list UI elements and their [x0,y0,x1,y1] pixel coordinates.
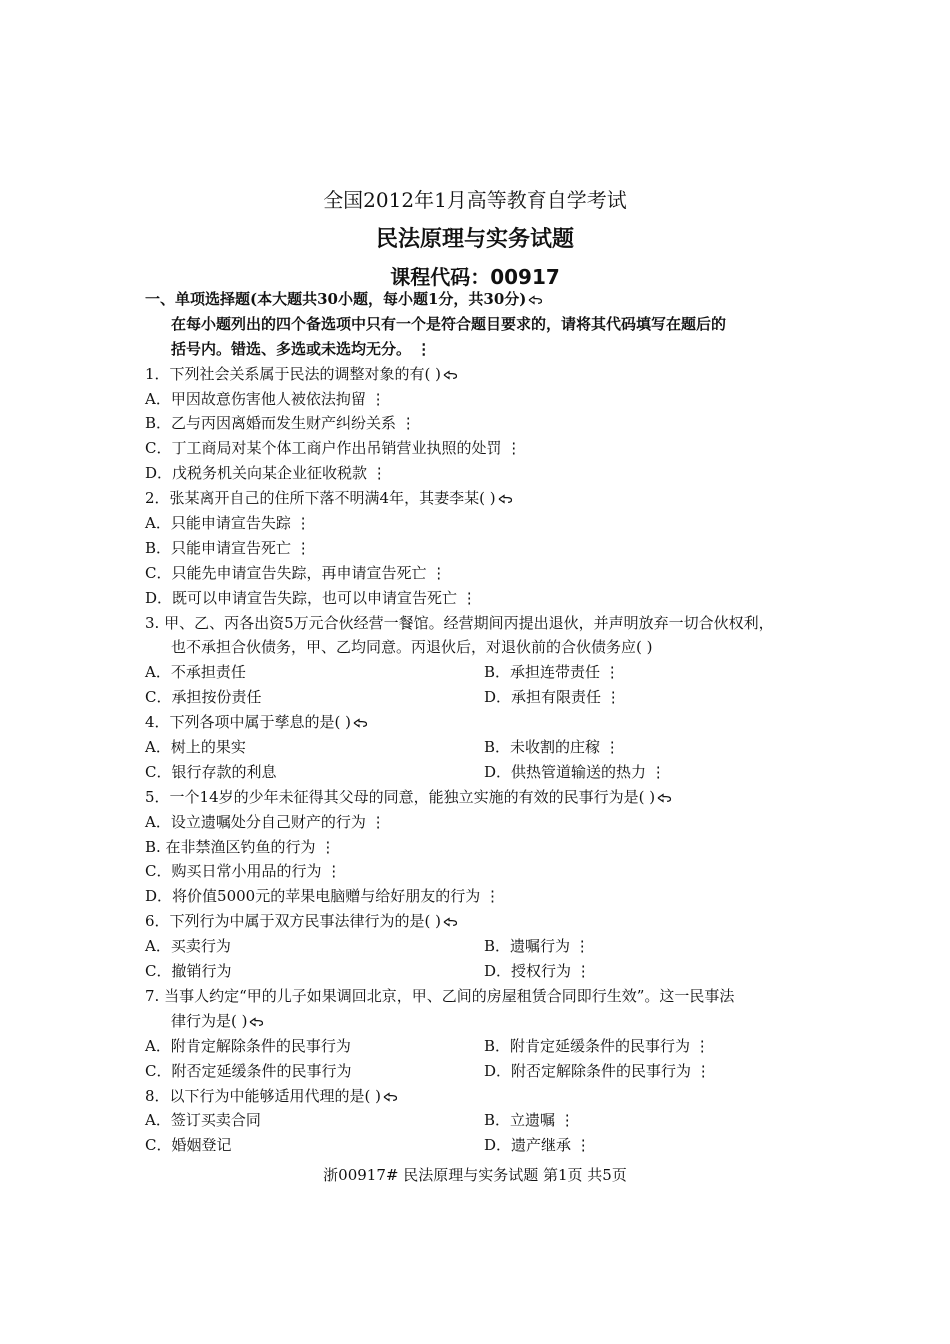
question-stem: 5．一个14岁的少年未征得其父母的同意，能独立实施的有效的民事行为是( ) [145,785,825,810]
option-row [145,660,825,685]
option-a: A．买卖行为 [145,937,231,956]
question-stem: 1．下列社会关系属于民法的调整对象的有( ) [145,362,825,387]
option-a: A．附肯定解除条件的民事行为 [145,1036,351,1055]
question-body [145,287,825,1158]
option-c: C．银行存款的利息 [145,762,277,781]
section-instruction: 括号内。错选、多选或未选均无分。 ⋮ [171,339,432,358]
option-row [145,735,825,760]
option-row [145,1133,825,1158]
return-arrow-icon [528,295,544,305]
option-b: B．承担连带责任 ⋮ [484,663,620,682]
option-d: D．附否定解除条件的民事行为 ⋮ [484,1061,711,1080]
return-arrow-icon [443,917,459,927]
return-arrow-icon [353,718,369,728]
return-arrow-icon [249,1017,265,1027]
question-stem: 6．下列行为中属于双方民事法律行为的是( ) [145,909,825,934]
option-a: A．树上的果实 [145,738,246,757]
option-c: C．附否定延缓条件的民事行为 [145,1061,352,1080]
option-row [145,934,825,959]
question-stem: 2．张某离开自己的住所下落不明满4年，其妻李某( ) [145,486,825,511]
question-stem-cont: 也不承担合伙债务，甲、乙均同意。丙退伙后，对退伙前的合伙债务应( ) [171,638,653,657]
option-a: A．甲因故意伤害他人被依法拘留 ⋮ [145,389,386,408]
option-b: B．附肯定延缓条件的民事行为 ⋮ [484,1036,710,1055]
option-row [145,685,825,710]
option-d: D．遗产继承 ⋮ [484,1136,591,1155]
option-row [145,959,825,984]
option-row [145,1034,825,1059]
option-c: C．只能先申请宣告失踪，再申请宣告死亡 ⋮ [145,563,447,582]
option-d: D．供热管道输送的热力 ⋮ [484,762,666,781]
option-d: D．授权行为 ⋮ [484,962,591,981]
option-b: B．遗嘱行为 ⋮ [484,937,590,956]
option-row [145,1108,825,1133]
option-a: A．签订买卖合同 [145,1111,261,1130]
return-arrow-icon [657,793,673,803]
option-d: D．承担有限责任 ⋮ [484,688,621,707]
option-b: B．立遗嘱 ⋮ [484,1111,575,1130]
option-d: D．将价值5000元的苹果电脑赠与给好朋友的行为 ⋮ [145,887,500,906]
option-c: C．婚姻登记 [145,1136,232,1155]
question-stem: 4．下列各项中属于孳息的是( ) [145,710,825,735]
return-arrow-icon [498,494,514,504]
subject-title: 民法原理与实务试题 [375,227,574,252]
course-code: 课程代码：00917 [390,265,560,289]
option-c: C．撤销行为 [145,962,232,981]
option-b: B. 在非禁渔区钓鱼的行为 ⋮ [145,837,336,856]
question-stem: 7. 当事人约定“甲的儿子如果调回北京，甲、乙间的房屋租赁合同即行生效”。这一民事法 [145,986,735,1005]
option-a: A．不承担责任 [145,663,246,682]
option-row [145,1059,825,1084]
option-c: C．承担按份责任 [145,688,262,707]
option-a: A．设立遗嘱处分自己财产的行为 ⋮ [145,812,386,831]
return-arrow-icon [443,370,459,380]
option-row [145,760,825,785]
return-arrow-icon [383,1092,399,1102]
page-footer: 浙00917# 民法原理与实务试题 第1页 共5页 [323,1166,627,1184]
question-stem: 3. 甲、乙、丙各出资5万元合伙经营一餐馆。经营期间丙提出退伙，并声明放弃一切合伙权利， [145,613,774,632]
option-b: B．乙与丙因离婚而发生财产纠纷关系 ⋮ [145,414,416,433]
question-stem-cont: 律行为是( ) [145,1009,825,1034]
exam-title: 全国2012年1月高等教育自学考试 [323,188,627,212]
option-d: D．戊税务机关向某企业征收税款 ⋮ [145,464,387,483]
question-stem: 8．以下行为中能够适用代理的是( ) [145,1084,825,1109]
option-d: D．既可以申请宣告失踪，也可以申请宣告死亡 ⋮ [145,588,477,607]
option-c: C．丁工商局对某个体工商户作出吊销营业执照的处罚 ⋮ [145,439,522,458]
option-c: C．购买日常小用品的行为 ⋮ [145,862,342,881]
option-b: B．只能申请宣告死亡 ⋮ [145,538,311,557]
option-a: A．只能申请宣告失踪 ⋮ [145,514,311,533]
option-b: B．未收割的庄稼 ⋮ [484,738,620,757]
section-heading: 一、单项选择题(本大题共30小题，每小题1分，共30分) [145,287,825,312]
section-instruction: 在每小题列出的四个备选项中只有一个是符合题目要求的，请将其代码填写在题后的 [171,314,727,333]
